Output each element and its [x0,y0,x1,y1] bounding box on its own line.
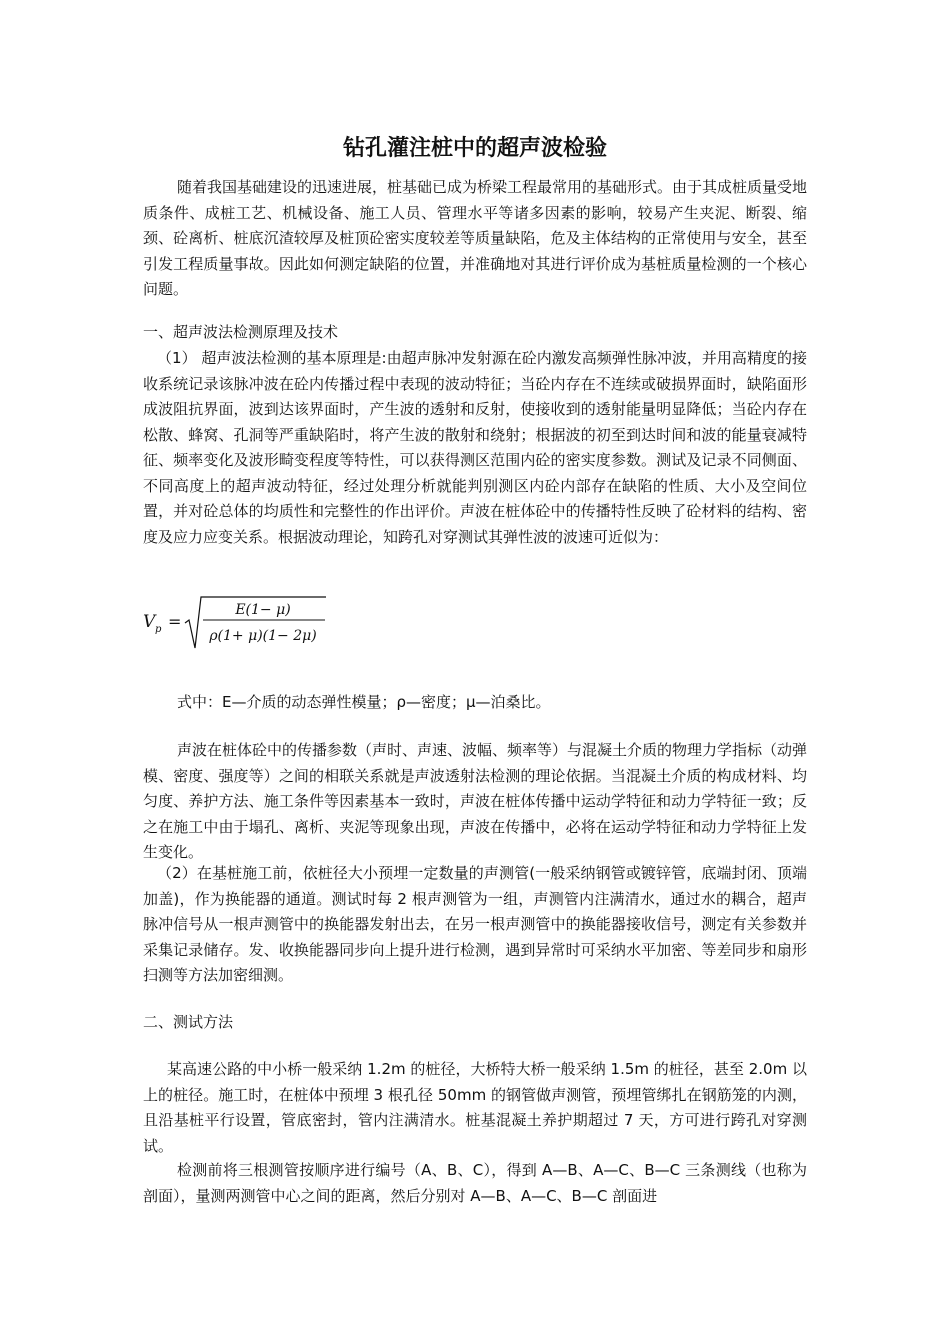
propagation-paragraph: 声波在桩体砼中的传播参数（声时、声速、波幅、频率等）与混凝土介质的物理力学指标（动弹模、密度、强度等）之间的相联关系就是声波透射法检测的理论依据。当混凝土介质的构成材料、均匀度、养护方法、施工条件等因素基本一致时，声波在桩体传播中运动学特征和动力学特征一致；反之在施工中由于塌孔、离析、夹泥等现象出现，声波在传播中，必将在运动学特征和动力学特征上发生变化。 [143,741,808,861]
wave-velocity-formula [143,592,333,652]
intro-paragraph: 随着我国基础建设的迅速进展，桩基础已成为桥梁工程最常用的基础形式。由于其成桩质量受地质条件、成桩工艺、机械设备、施工人员、管理水平等诸多因素的影响，较易产生夹泥、断裂、缩颈、砼离析、桩底沉渣较厚及桩顶砼密实度较差等质量缺陷，危及主体结构的正常使用与安全，甚至引发工程质量事故。因此如何测定缺陷的位置，并准确地对其进行评价成为基桩质量检测的一个核心问题。 [143,178,808,298]
section1-heading: 一、超声波法检测原理及技术 [143,323,339,341]
document-title: 钻孔灌注桩中的超声波检验 [342,136,607,161]
section2-heading: 二、测试方法 [143,1013,234,1031]
formula-lhs-subscript: p [155,624,162,635]
principle-paragraph: （1） 超声波法检测的基本原理是:由超声脉冲发射源在砼内激发高频弹性脉冲波，并用高精度的接收系统记录该脉冲波在砼内传播过程中表现的波动特征；当砼内存在不连续或破损界面时，缺陷面形成波阻抗界面，波到达该界面时，产生波的透射和反射，使接收到的透射能量明显降低；当砼内存在松散、蜂窝、孔洞等严重缺陷时，将产生波的散射和绕射；根据波的初至到达时间和波的能量衰减特征、频率变化及波形畸变程度等特性，可以获得测区范围内砼的密实度参数。测试及记录不同侧面、不同高度上的超声波动特征，经过处理分析就能判别测区内砼内部存在缺陷的性质、大小及空间位置，并对砼总体的均质性和完整性的作出评价。声波在桩体砼中的传播特性反映了砼材料的结构、密度及应力应变关系。根据波动理论，知跨孔对穿测试其弹性波的波速可近似为： [143,349,807,546]
method-paragraph: 某高速公路的中小桥一般采纳 1.2m 的桩径，大桥特大桥一般采纳 1.5m 的桩径，甚至 2.0m 以上的桩径。施工时，在桩体中预埋 3 根孔径 50mm 的钢管做声测管，预埋管绑扎在钢筋笼的内测，且沿基桩平行设置，管底密封，管内注满清水。桩基混凝土养护期超过 7 天，方可进行跨孔对穿测试。 [143,1060,807,1155]
formula-lhs: V [143,612,156,632]
formula-numerator: E(1− μ) [235,602,291,618]
formula-equals: = [168,612,182,631]
formula-denominator: ρ(1+ μ)(1− 2μ) [209,628,317,644]
numbering-paragraph: 检测前将三根测管按顺序进行编号（A、B、C），得到 A—B、A—C、B—C 三条测线（也称为剖面），量测两测管中心之间的距离，然后分别对 A—B、A—C、B—C 剖面进 [143,1161,807,1205]
formula-note: 式中：E—介质的动态弹性模量；ρ—密度；μ—泊桑比。 [177,693,551,711]
procedure-paragraph: （2）在基桩施工前，依桩径大小预埋一定数量的声测管(一般采纳钢管或镀锌管，底端封闭、顶端加盖)，作为换能器的通道。测试时每 2 根声测管为一组，声测管内注满清水，通过水的耦合，超声脉冲信号从一根声测管中的换能器发射出去，在另一根声测管中的换能器接收信号，测定有关参数并采集记录储存。发、收换能器同步向上提升进行检测，遇到异常时可采纳水平加密、等差同步和扇形扫测等方法加密细测。 [143,864,807,984]
